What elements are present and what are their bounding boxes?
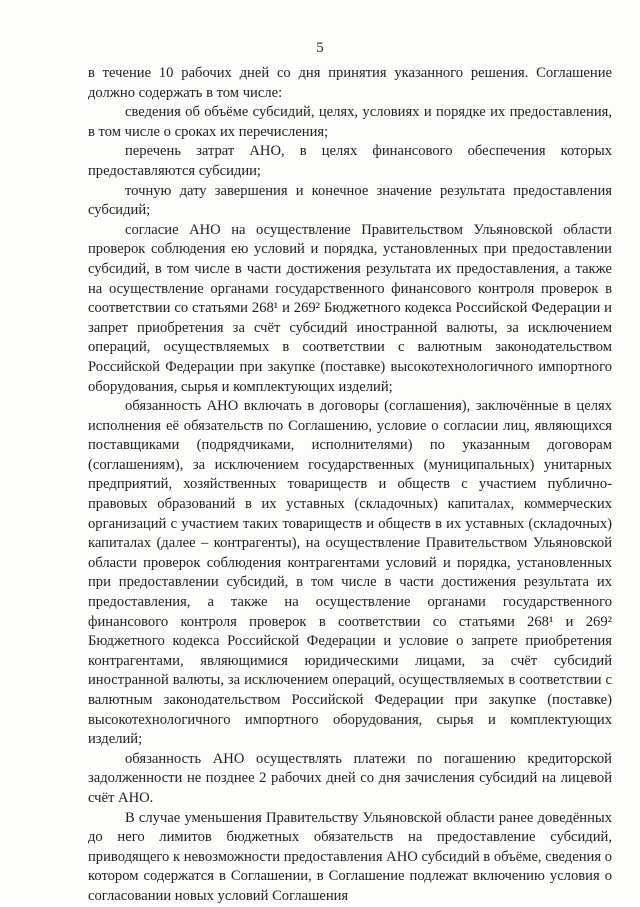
paragraph-consent-audit: согласие АНО на осуществление Правительством Ульяновской области проверок соблюдения ею условий и порядка, установленных при предоставлении субсидий, в том числе в части достижения результата их предоставления, а также на осуществление органами государственного финансового контроля проверок в соответствии со статьями 268¹ и 269² Бюджетного кодекса Российской Федерации и запрет приобретения за счёт субсидий иностранной валюты, за исключением операций, осуществляемых в соответствии с валютным законодательством Российской Федерации при закупке (поставке) высокотехнологичного импортного оборудования, сырья и комплектующих изделий;	[88, 221, 612, 395]
paragraph-intro: в течение 10 рабочих дней со дня принятия указанного решения. Соглашение должно содержать в том числе:	[88, 65, 612, 101]
paragraph-payment-obligation: обязанность АНО осуществлять платежи по погашению кредиторской задолженности не позднее 2 рабочих дней со дня зачисления субсидий на лицевой счёт АНО.	[88, 750, 612, 806]
paragraph-limit-reduction: В случае уменьшения Правительству Ульяновской области ранее доведённых до него лимитов бюджетных обязательств на предоставление субсидий, приводящего к невозможности предоставления АНО субсидий в объёме, сведения о котором содержатся в Соглашении, в Соглашение подлежат включению условия о согласовании новых условий Соглашения	[88, 809, 612, 904]
paragraph-subsidy-info: сведения об объёме субсидий, целях, условиях и порядке их предоставления, в том числе о сроках их перечисления;	[88, 104, 612, 140]
paragraph-completion-date: точную дату завершения и конечное значение результата предоставления субсидий;	[88, 182, 612, 219]
document-body	[88, 64, 612, 907]
paragraph-cost-list: перечень затрат АНО, в целях финансового обеспечения которых предоставляются субсидии;	[88, 143, 612, 179]
paragraph-contract-obligation: обязанность АНО включать в договоры (соглашения), заключённые в целях исполнения её обязательств по Соглашению, условие о согласии лиц, являющихся поставщиками (подрядчиками, исполнителями) по указанным договорам (соглашениям), за исключением государственных (муниципальных) унитарных предприятий, хозяйственных товариществ и обществ с участием публично-правовых образований в их уставных (складочных) капиталах, коммерческих организаций с участием таких товариществ и обществ в их уставных (складочных) капиталах (далее – контрагенты), на осуществление Правительством Ульяновской области проверок соблюдения контрагентами условий и порядка, установленных при предоставлении субсидий, в том числе в части достижения результата их предоставления, а также на осуществление органами государственного финансового контроля проверок в соответствии со статьями 268¹ и 269² Бюджетного кодекса Российской Федерации и условие о запрете приобретения контрагентами, являющимися юридическими лицами, за счёт субсидий иностранной валюты, за исключением операций, осуществляемых в соответствии с валютным законодательством Российской Федерации при закупке (поставке) высокотехнологичного импортного оборудования, сырья и комплектующих изделий;	[88, 398, 612, 748]
page-number: 5	[316, 40, 324, 56]
